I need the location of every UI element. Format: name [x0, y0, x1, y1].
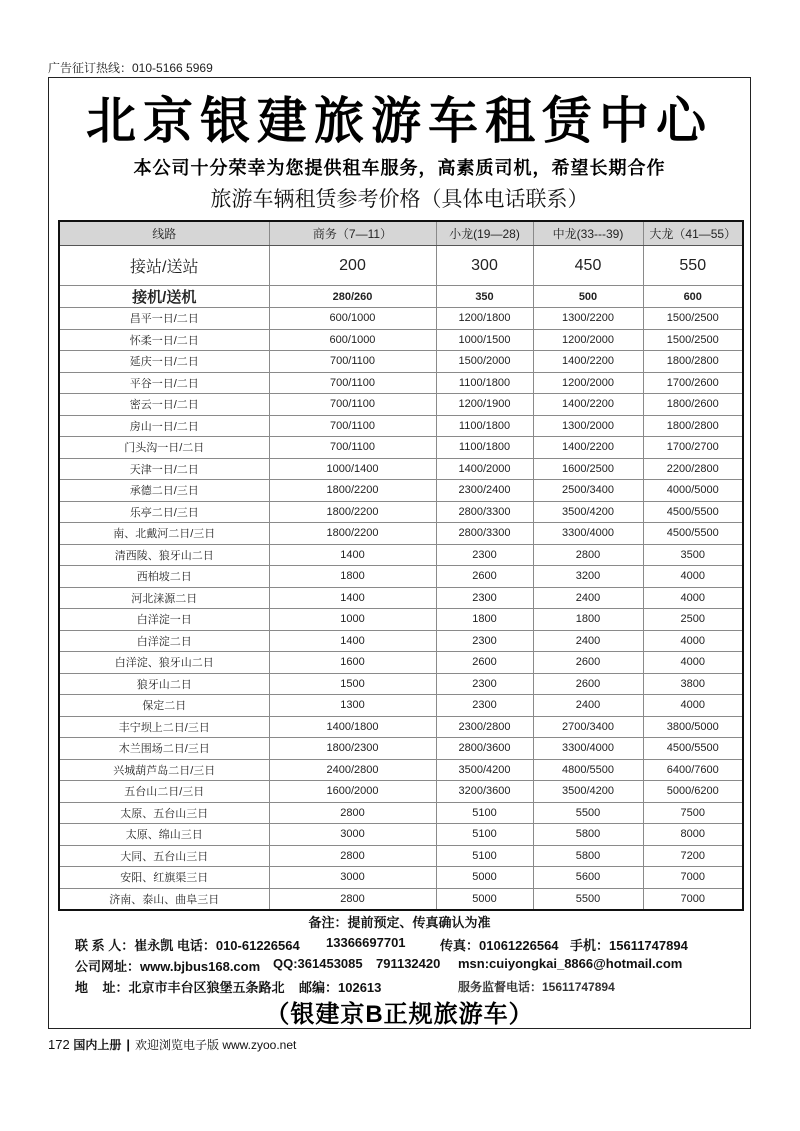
price-cell-large-bus: 8000 — [643, 824, 743, 846]
price-cell-large-bus: 4000/5000 — [643, 480, 743, 502]
route-cell: 丰宁坝上二日/三日 — [59, 716, 269, 738]
contact-qq-2: 791132420 — [376, 956, 441, 971]
table-row — [59, 501, 743, 523]
route-cell: 清西陵、狼牙山二日 — [59, 544, 269, 566]
table-row — [59, 824, 743, 846]
route-cell: 太原、绵山三日 — [59, 824, 269, 846]
table-row — [59, 738, 743, 760]
price-cell-business: 280/260 — [269, 286, 436, 308]
price-cell-medium-bus: 1800 — [533, 609, 643, 631]
price-cell-large-bus: 2200/2800 — [643, 458, 743, 480]
table-row — [59, 587, 743, 609]
price-cell-small-bus: 2300 — [436, 695, 533, 717]
price-cell-medium-bus: 1400/2200 — [533, 437, 643, 459]
price-cell-large-bus: 1700/2700 — [643, 437, 743, 459]
price-cell-small-bus: 1800 — [436, 609, 533, 631]
table-row — [59, 759, 743, 781]
route-cell: 大同、五台山三日 — [59, 845, 269, 867]
price-cell-small-bus: 1100/1800 — [436, 415, 533, 437]
table-row — [59, 802, 743, 824]
price-cell-large-bus: 1800/2600 — [643, 394, 743, 416]
price-cell-medium-bus: 3300/4000 — [533, 523, 643, 545]
price-cell-large-bus: 5000/6200 — [643, 781, 743, 803]
price-cell-business: 1800/2300 — [269, 738, 436, 760]
price-cell-business: 1000 — [269, 609, 436, 631]
price-cell-business: 200 — [269, 246, 436, 286]
column-header-route: 线路 — [59, 221, 269, 246]
route-cell: 怀柔一日/二日 — [59, 329, 269, 351]
price-cell-business: 1800/2200 — [269, 523, 436, 545]
route-cell: 太原、五台山三日 — [59, 802, 269, 824]
price-cell-business: 700/1100 — [269, 437, 436, 459]
price-cell-large-bus: 1500/2500 — [643, 308, 743, 330]
price-cell-medium-bus: 2500/3400 — [533, 480, 643, 502]
price-cell-medium-bus: 4800/5500 — [533, 759, 643, 781]
price-cell-business: 1400 — [269, 630, 436, 652]
price-cell-small-bus: 3500/4200 — [436, 759, 533, 781]
price-cell-large-bus: 7200 — [643, 845, 743, 867]
price-cell-small-bus: 350 — [436, 286, 533, 308]
price-cell-medium-bus: 450 — [533, 246, 643, 286]
price-cell-medium-bus: 2700/3400 — [533, 716, 643, 738]
table-row — [59, 888, 743, 910]
price-cell-small-bus: 5000 — [436, 888, 533, 910]
price-cell-small-bus: 2300 — [436, 673, 533, 695]
price-cell-medium-bus: 1300/2200 — [533, 308, 643, 330]
price-cell-small-bus: 1200/1800 — [436, 308, 533, 330]
page-footer — [48, 1036, 296, 1053]
table-row — [59, 372, 743, 394]
price-cell-business: 3000 — [269, 867, 436, 889]
price-cell-small-bus: 3200/3600 — [436, 781, 533, 803]
price-cell-business: 600/1000 — [269, 308, 436, 330]
contact-person: 联 系 人：崔永凯 电话：010-61226564 — [75, 938, 300, 953]
price-cell-small-bus: 5100 — [436, 802, 533, 824]
price-cell-business: 2800 — [269, 802, 436, 824]
contact-fax: 传真：01061226564 — [440, 938, 559, 953]
price-cell-medium-bus: 3300/4000 — [533, 738, 643, 760]
price-cell-medium-bus: 2800 — [533, 544, 643, 566]
price-cell-small-bus: 2600 — [436, 566, 533, 588]
price-cell-small-bus: 5100 — [436, 824, 533, 846]
route-cell: 白洋淀一日 — [59, 609, 269, 631]
table-row — [59, 329, 743, 351]
page-number: 172 — [48, 1037, 70, 1052]
table-row — [59, 286, 743, 308]
price-heading: 旅游车辆租赁参考价格（具体电话联系） — [210, 188, 589, 211]
table-row — [59, 652, 743, 674]
price-cell-business: 1500 — [269, 673, 436, 695]
price-cell-small-bus: 5000 — [436, 867, 533, 889]
table-row — [59, 458, 743, 480]
company-address: 地 址：北京市丰台区狼堡五条路北 — [75, 980, 285, 995]
price-cell-business: 1400 — [269, 587, 436, 609]
route-cell: 房山一日/二日 — [59, 415, 269, 437]
price-cell-business: 3000 — [269, 824, 436, 846]
price-cell-business: 1400/1800 — [269, 716, 436, 738]
price-cell-small-bus: 1200/1900 — [436, 394, 533, 416]
table-row — [59, 351, 743, 373]
price-cell-business: 2400/2800 — [269, 759, 436, 781]
booking-note: 备注：提前预定、传真确认为准 — [308, 915, 491, 930]
price-cell-small-bus: 2800/3300 — [436, 523, 533, 545]
price-cell-medium-bus: 1600/2500 — [533, 458, 643, 480]
price-cell-large-bus: 4500/5500 — [643, 501, 743, 523]
route-cell: 安阳、红旗渠三日 — [59, 867, 269, 889]
column-header-business: 商务（7—11） — [269, 221, 436, 246]
price-cell-large-bus: 2500 — [643, 609, 743, 631]
price-cell-business: 1600/2000 — [269, 781, 436, 803]
price-cell-large-bus: 7500 — [643, 802, 743, 824]
table-row — [59, 566, 743, 588]
table-header-row — [59, 221, 743, 246]
price-cell-business: 700/1100 — [269, 372, 436, 394]
price-cell-large-bus: 3500 — [643, 544, 743, 566]
price-cell-medium-bus: 3500/4200 — [533, 501, 643, 523]
ebook-link[interactable]: 欢迎浏览电子版 www.zyoo.net — [134, 1038, 297, 1052]
route-cell: 狼牙山二日 — [59, 673, 269, 695]
route-cell: 平谷一日/二日 — [59, 372, 269, 394]
table-row — [59, 394, 743, 416]
route-cell: 门头沟一日/二日 — [59, 437, 269, 459]
price-cell-business: 700/1100 — [269, 415, 436, 437]
table-row — [59, 867, 743, 889]
price-cell-large-bus: 4000 — [643, 652, 743, 674]
price-cell-small-bus: 2300 — [436, 630, 533, 652]
price-cell-small-bus: 1000/1500 — [436, 329, 533, 351]
price-cell-medium-bus: 3200 — [533, 566, 643, 588]
route-cell: 密云一日/二日 — [59, 394, 269, 416]
table-row — [59, 609, 743, 631]
price-cell-large-bus: 7000 — [643, 888, 743, 910]
price-cell-business: 2800 — [269, 888, 436, 910]
price-cell-medium-bus: 1400/2200 — [533, 351, 643, 373]
table-row — [59, 480, 743, 502]
price-cell-medium-bus: 1300/2000 — [533, 415, 643, 437]
price-cell-small-bus: 5100 — [436, 845, 533, 867]
postcode: 邮编：102613 — [299, 980, 382, 995]
price-cell-small-bus: 2800/3600 — [436, 738, 533, 760]
route-cell: 天津一日/二日 — [59, 458, 269, 480]
route-cell: 济南、泰山、曲阜三日 — [59, 888, 269, 910]
table-row — [59, 630, 743, 652]
price-cell-small-bus: 300 — [436, 246, 533, 286]
price-cell-large-bus: 3800/5000 — [643, 716, 743, 738]
company-website[interactable]: 公司网址：www.bjbus168.com — [75, 959, 261, 974]
route-cell: 接站/送站 — [59, 246, 269, 286]
price-cell-small-bus: 1500/2000 — [436, 351, 533, 373]
price-cell-large-bus: 7000 — [643, 867, 743, 889]
footer-divider: | — [126, 1037, 130, 1052]
route-cell: 昌平一日/二日 — [59, 308, 269, 330]
contact-qq: QQ:361453085 — [273, 956, 363, 971]
price-cell-small-bus: 2300/2800 — [436, 716, 533, 738]
route-cell: 五台山二日/三日 — [59, 781, 269, 803]
route-cell: 接机/送机 — [59, 286, 269, 308]
route-cell: 乐亭二日/三日 — [59, 501, 269, 523]
contact-mobile-1: 13366697701 — [326, 935, 406, 950]
price-cell-business: 700/1100 — [269, 394, 436, 416]
table-row — [59, 523, 743, 545]
price-cell-large-bus: 4000 — [643, 695, 743, 717]
route-cell: 西柏坡二日 — [59, 566, 269, 588]
price-cell-large-bus: 1800/2800 — [643, 351, 743, 373]
price-cell-medium-bus: 5600 — [533, 867, 643, 889]
table-row — [59, 415, 743, 437]
route-cell: 南、北戴河二日/三日 — [59, 523, 269, 545]
price-cell-medium-bus: 500 — [533, 286, 643, 308]
table-row — [59, 716, 743, 738]
price-cell-small-bus: 1400/2000 — [436, 458, 533, 480]
route-cell: 河北涞源二日 — [59, 587, 269, 609]
table-row — [59, 308, 743, 330]
route-cell: 木兰围场二日/三日 — [59, 738, 269, 760]
company-title: 北京银建旅游车租赁中心 — [86, 91, 713, 150]
tagline: （银建京B正规旅游车） — [265, 1001, 534, 1028]
price-cell-small-bus: 2300 — [436, 587, 533, 609]
price-cell-medium-bus: 2400 — [533, 695, 643, 717]
price-cell-small-bus: 2800/3300 — [436, 501, 533, 523]
table-row — [59, 246, 743, 286]
price-table — [58, 220, 744, 911]
price-cell-medium-bus: 1400/2200 — [533, 394, 643, 416]
route-cell: 承德二日/三日 — [59, 480, 269, 502]
column-header-small-bus: 小龙(19—28) — [436, 221, 533, 246]
price-cell-business: 1800/2200 — [269, 501, 436, 523]
price-cell-large-bus: 600 — [643, 286, 743, 308]
price-cell-medium-bus: 2600 — [533, 652, 643, 674]
route-cell: 延庆一日/二日 — [59, 351, 269, 373]
price-cell-large-bus: 1800/2800 — [643, 415, 743, 437]
price-cell-large-bus: 4500/5500 — [643, 738, 743, 760]
route-cell: 兴城葫芦岛二日/三日 — [59, 759, 269, 781]
ad-hotline: 广告征订热线：010-5166 5969 — [48, 61, 213, 75]
price-cell-medium-bus: 2600 — [533, 673, 643, 695]
price-cell-large-bus: 3800 — [643, 673, 743, 695]
table-row — [59, 695, 743, 717]
route-cell: 保定二日 — [59, 695, 269, 717]
price-cell-medium-bus: 3500/4200 — [533, 781, 643, 803]
table-row — [59, 437, 743, 459]
contact-msn: msn:cuiyongkai_8866@hotmail.com — [458, 956, 683, 971]
route-cell: 白洋淀二日 — [59, 630, 269, 652]
price-cell-small-bus: 1100/1800 — [436, 372, 533, 394]
price-cell-business: 1800 — [269, 566, 436, 588]
price-cell-medium-bus: 5800 — [533, 824, 643, 846]
column-header-large-bus: 大龙（41—55） — [643, 221, 743, 246]
price-table-body — [59, 246, 743, 910]
route-cell: 白洋淀、狼牙山二日 — [59, 652, 269, 674]
price-cell-medium-bus: 5500 — [533, 802, 643, 824]
price-cell-medium-bus: 2400 — [533, 630, 643, 652]
price-cell-business: 1300 — [269, 695, 436, 717]
company-slogan: 本公司十分荣幸为您提供租车服务，高素质司机，希望长期合作 — [133, 158, 666, 178]
table-row — [59, 544, 743, 566]
table-row — [59, 673, 743, 695]
section-name: 国内上册 — [73, 1038, 122, 1052]
price-cell-medium-bus: 5500 — [533, 888, 643, 910]
price-cell-business: 2800 — [269, 845, 436, 867]
price-cell-large-bus: 4000 — [643, 566, 743, 588]
price-cell-business: 600/1000 — [269, 329, 436, 351]
price-cell-large-bus: 6400/7600 — [643, 759, 743, 781]
price-cell-large-bus: 4500/5500 — [643, 523, 743, 545]
price-cell-medium-bus: 1200/2000 — [533, 372, 643, 394]
price-cell-large-bus: 550 — [643, 246, 743, 286]
price-cell-business: 1400 — [269, 544, 436, 566]
price-cell-small-bus: 2600 — [436, 652, 533, 674]
price-cell-business: 1000/1400 — [269, 458, 436, 480]
price-cell-large-bus: 4000 — [643, 587, 743, 609]
price-cell-business: 1600 — [269, 652, 436, 674]
price-cell-medium-bus: 2400 — [533, 587, 643, 609]
price-cell-small-bus: 1100/1800 — [436, 437, 533, 459]
price-cell-small-bus: 2300 — [436, 544, 533, 566]
price-cell-small-bus: 2300/2400 — [436, 480, 533, 502]
table-row — [59, 845, 743, 867]
price-cell-medium-bus: 5800 — [533, 845, 643, 867]
contact-mobile-2: 手机：15611747894 — [570, 938, 688, 953]
price-cell-business: 1800/2200 — [269, 480, 436, 502]
price-cell-business: 700/1100 — [269, 351, 436, 373]
price-cell-large-bus: 4000 — [643, 630, 743, 652]
price-cell-medium-bus: 1200/2000 — [533, 329, 643, 351]
service-hotline: 服务监督电话：15611747894 — [458, 980, 615, 994]
price-cell-large-bus: 1500/2500 — [643, 329, 743, 351]
price-cell-large-bus: 1700/2600 — [643, 372, 743, 394]
table-row — [59, 781, 743, 803]
column-header-medium-bus: 中龙(33---39) — [533, 221, 643, 246]
